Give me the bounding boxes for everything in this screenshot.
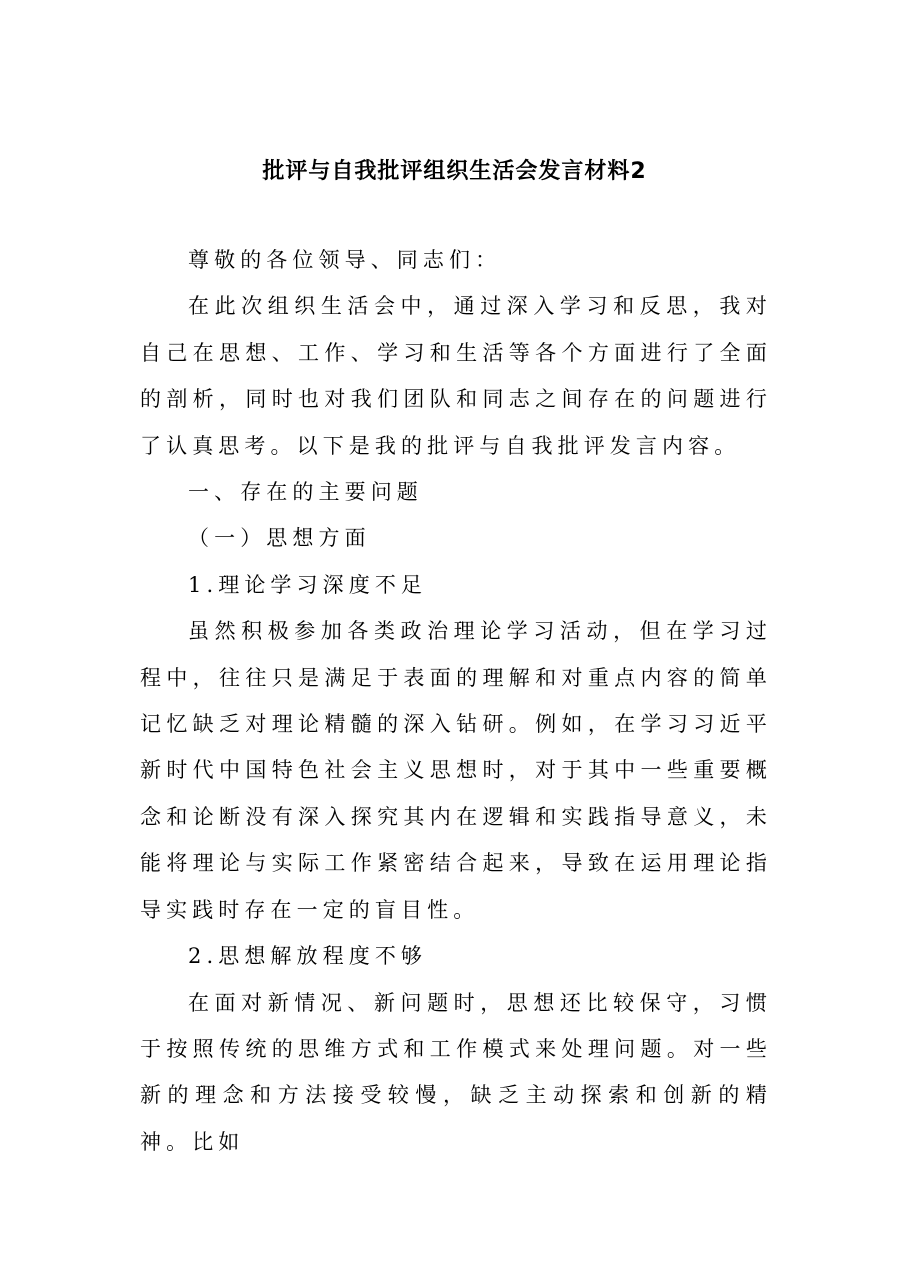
document-body — [140, 237, 772, 1165]
subsection-heading: （一）思想方面 — [188, 526, 371, 551]
salutation-paragraph: 尊敬的各位领导、同志们： — [188, 248, 502, 272]
item-heading: 1.理论学习深度不足 — [188, 572, 428, 597]
item-heading: 2.思想解放程度不够 — [188, 944, 428, 969]
body-paragraph: 虽然积极参加各类政治理论学习活动，但在学习过程中，往往只是满足于表面的理解和对重点内容的简单记忆缺乏对理论精髓的深入钻研。例如，在学习习近平新时代中国特色社会主义思想时，对于其中一些重要概念和论断没有深入探究其内在逻辑和实践指导意义，未能将理论与实际工作紧密结合起来，导致在运用理论指导实践时存在一定的盲目性。 — [140, 619, 772, 922]
intro-paragraph: 在此次组织生活会中，通过深入学习和反思，我对自己在思想、工作、学习和生活等各个方面进行了全面的剖析，同时也对我们团队和同志之间存在的问题进行了认真思考。以下是我的批评与自我批评发言内容。 — [140, 294, 772, 458]
body-paragraph: 在面对新情况、新问题时，思想还比较保守，习惯于按照传统的思维方式和工作模式来处理问题。对一些新的理念和方法接受较慢，缺乏主动探索和创新的精神。比如 — [140, 990, 772, 1154]
section-heading: 一、存在的主要问题 — [188, 480, 423, 505]
document-title: 批评与自我批评组织生活会发言材料2 — [262, 159, 647, 184]
